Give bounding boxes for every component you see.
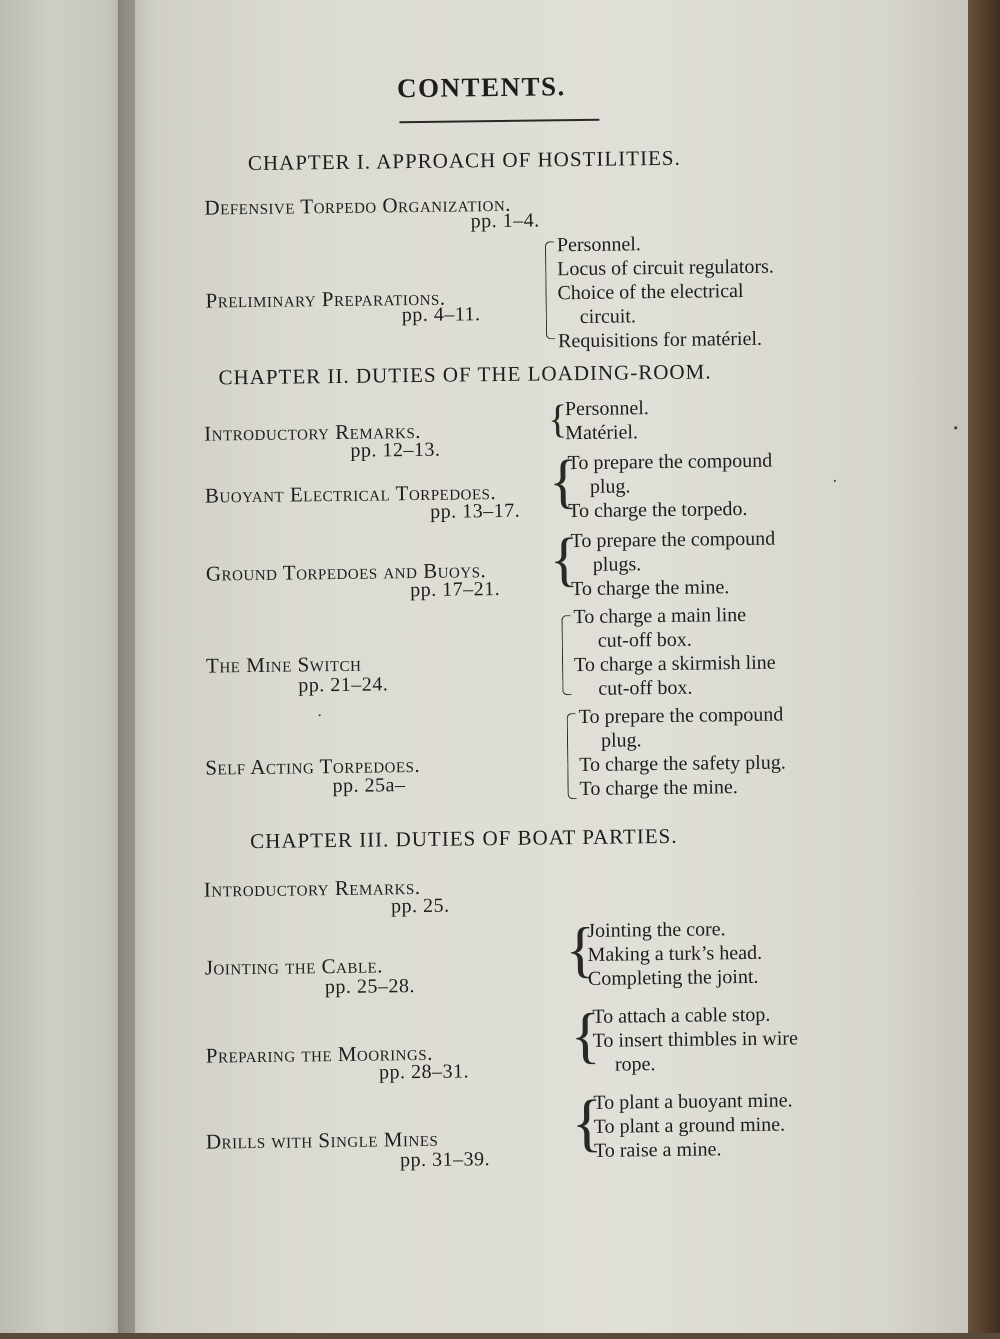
subtopic: Personnel. <box>556 233 641 257</box>
subtopic: plug. <box>589 475 631 498</box>
section-pages: pp. 25–28. <box>324 975 416 999</box>
section-pages: pp. 21–24. <box>298 673 389 697</box>
subtopic: To charge a main line <box>573 603 747 629</box>
section-pages: pp. 1–4. <box>470 209 540 233</box>
subtopic: Choice of the electrical <box>557 279 744 305</box>
section-title: Introductory Remarks. <box>204 418 422 446</box>
section-title: Preliminary Preparations. <box>205 285 446 313</box>
subtopic: To plant a ground mine. <box>593 1113 786 1138</box>
section-pages: pp. 25. <box>390 894 450 918</box>
section-title: Defensive Torpedo Organization. <box>204 191 512 220</box>
brace: { <box>571 1086 603 1159</box>
subtopic-list <box>573 603 776 701</box>
subtopic-list <box>567 449 773 523</box>
section-pages: pp. 25a– <box>332 774 406 798</box>
subtopic: To prepare the compound <box>578 703 784 729</box>
page-title: CONTENTS. <box>396 71 566 104</box>
chapter-heading: CHAPTER III. DUTIES OF BOAT PARTIES. <box>250 823 678 854</box>
section-title: Self Acting Torpedoes. <box>205 752 421 780</box>
subtopic: cut-off box. <box>597 628 692 652</box>
subtopic: To charge the torpedo. <box>568 497 748 523</box>
subtopic: plugs. <box>592 553 642 576</box>
subtopic: Making a turk’s head. <box>587 941 763 966</box>
section-pages: pp. 12–13. <box>350 438 441 462</box>
brace: { <box>548 448 579 515</box>
section-title: Introductory Remarks. <box>203 874 421 902</box>
subtopic: To charge the mine. <box>571 576 730 601</box>
brace <box>561 615 571 695</box>
subtopic-list <box>565 396 649 445</box>
section-pages: pp. 4–11. <box>401 303 481 327</box>
subtopic: Jointing the core. <box>587 918 726 942</box>
subtopic-list <box>557 231 775 354</box>
subtopic: To charge the safety plug. <box>579 751 786 777</box>
subtopic: To charge the mine. <box>579 776 738 801</box>
section-pages: pp. 28–31. <box>378 1060 470 1084</box>
section-pages: pp. 31–39. <box>399 1148 491 1172</box>
subtopic: To plant a buoyant mine. <box>593 1089 793 1114</box>
section-title: Drills with Single Mines <box>205 1126 439 1154</box>
title-rule <box>399 119 599 123</box>
section-pages: pp. 17–21. <box>410 577 501 602</box>
subtopic-list <box>593 1088 793 1162</box>
subtopic-list <box>587 917 762 991</box>
brace <box>545 241 555 339</box>
brace <box>567 713 577 799</box>
subtopic-list <box>592 1002 798 1077</box>
subtopic: To prepare the compound <box>567 449 773 475</box>
subtopic: circuit. <box>579 305 637 328</box>
subtopic: To prepare the compound <box>570 527 776 553</box>
paper-speck <box>954 426 957 429</box>
brace: { <box>549 526 579 593</box>
section-title: Buoyant Electrical Torpedoes. <box>204 480 497 508</box>
section-pages: pp. 13–17. <box>430 499 521 523</box>
subtopic: cut-off box. <box>598 676 693 700</box>
subtopic: Matériel. <box>565 421 639 445</box>
subtopic: Completing the joint. <box>587 965 759 990</box>
paper-speck <box>319 714 321 716</box>
brace: { <box>570 1001 601 1071</box>
chapter-heading: CHAPTER I. APPROACH OF HOSTILITIES. <box>247 145 681 176</box>
subtopic: Personnel. <box>564 397 649 421</box>
subtopic: rope. <box>614 1053 656 1076</box>
subtopic-list <box>570 527 776 601</box>
subtopic: To charge a skirmish line <box>573 651 776 677</box>
section-title: Jointing the Cable. <box>204 953 384 980</box>
subtopic: plug. <box>600 729 642 752</box>
section-title: The Mine Switch <box>205 651 362 678</box>
subtopic: To raise a mine. <box>593 1138 722 1162</box>
brace: { <box>565 915 596 985</box>
subtopic: To attach a cable stop. <box>592 1003 771 1028</box>
paper-speck <box>834 480 836 482</box>
subtopic: Locus of circuit regulators. <box>557 255 774 281</box>
subtopic: To insert thimbles in wire <box>592 1027 799 1052</box>
brace: { <box>547 396 568 442</box>
subtopic: Requisitions for matériel. <box>557 327 763 353</box>
chapter-heading: CHAPTER II. DUTIES OF THE LOADING-ROOM. <box>218 359 712 390</box>
section-title: Preparing the Moorings. <box>205 1040 434 1068</box>
section-title: Ground Torpedoes and Buoys. <box>205 558 487 586</box>
subtopic-list <box>579 703 787 802</box>
